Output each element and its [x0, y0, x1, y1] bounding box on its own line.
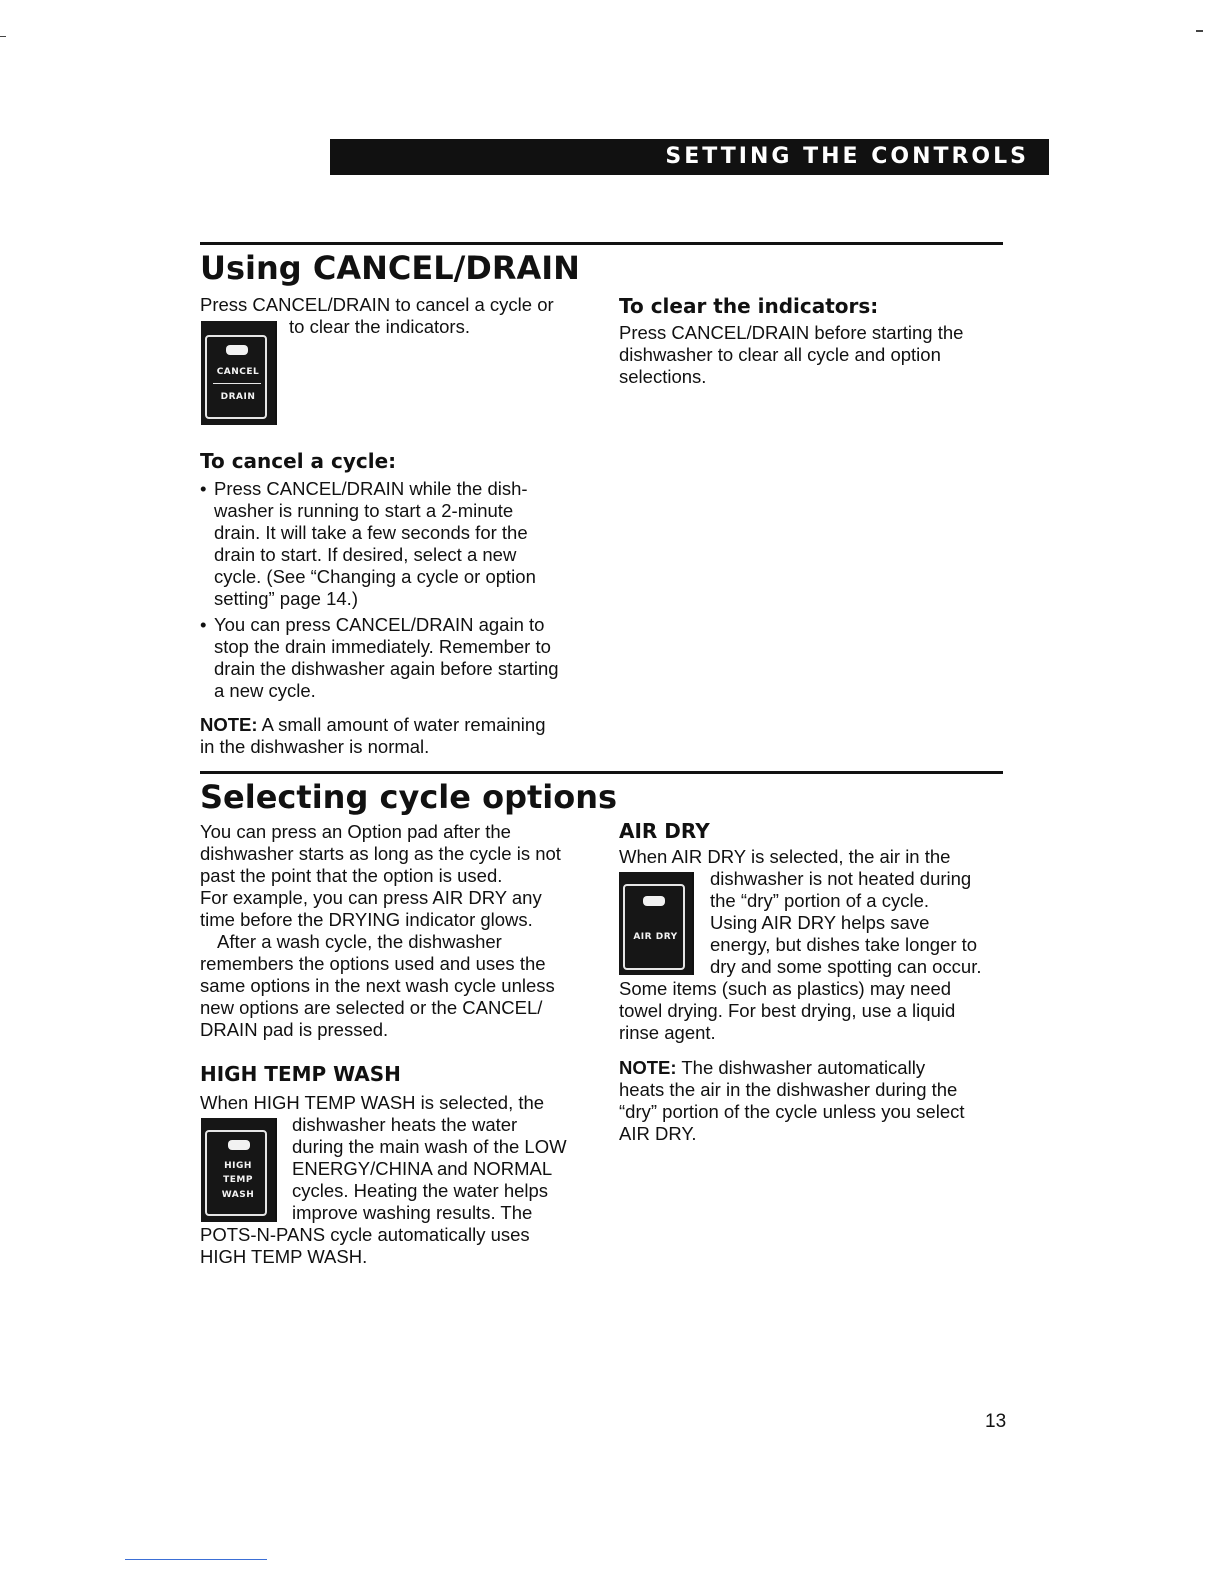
- pad-label: WASH: [221, 1190, 255, 1200]
- text-line: dry and some spotting can occur.: [710, 956, 982, 977]
- list-item: [200, 478, 559, 610]
- text-line: a new cycle.: [214, 680, 316, 701]
- cancel-cycle-heading: To cancel a cycle:: [200, 449, 397, 473]
- cancel-drain-pad-illustration: [201, 321, 277, 425]
- text-line: POTS-N-PANS cycle automatically uses: [200, 1224, 530, 1245]
- section-title: SETTING THE CONTROLS: [665, 144, 1029, 169]
- section-banner: [330, 139, 1049, 175]
- text-line: energy, but dishes take longer to: [710, 934, 978, 955]
- clear-indicators-heading: To clear the indicators:: [619, 294, 879, 318]
- text-line: DRAIN pad is pressed.: [200, 1019, 389, 1040]
- indicator-light-icon: [226, 345, 248, 355]
- pad-divider: [213, 383, 261, 384]
- footer-rule: [125, 1559, 267, 1560]
- text-line: improve washing results. The: [292, 1202, 533, 1223]
- text-line: AIR DRY.: [619, 1123, 697, 1144]
- page-number: 13: [985, 1411, 1007, 1432]
- note-line: [200, 714, 545, 736]
- clear-indicators-text: [619, 322, 963, 388]
- note-label: NOTE:: [619, 1057, 677, 1078]
- scan-mark: [1196, 30, 1203, 32]
- text-line: to clear the indicators.: [289, 316, 470, 337]
- text-line: setting” page 14.): [214, 588, 358, 609]
- text-line: For example, you can press AIR DRY any: [200, 887, 542, 908]
- cancel-cycle-list: [200, 478, 559, 702]
- pad-label: DRAIN: [220, 392, 256, 402]
- cycle-options-intro: [200, 821, 561, 1041]
- pad-label: HIGH: [224, 1161, 252, 1171]
- text-line: selections.: [619, 366, 707, 387]
- cycle-options-title: Selecting cycle options: [200, 778, 618, 816]
- text-line: You can press an Option pad after the: [200, 821, 511, 842]
- note-line: [619, 1057, 965, 1079]
- text-line: drain the dishwasher again before starting: [214, 658, 559, 679]
- section-divider: [200, 771, 1003, 774]
- cancel-drain-note: [200, 714, 545, 758]
- text-line: dishwasher heats the water: [292, 1114, 518, 1135]
- text-line: Press CANCEL/DRAIN before starting the: [619, 322, 964, 343]
- text-line: Some items (such as plastics) may need: [619, 978, 952, 999]
- text-line: new options are selected or the CANCEL/: [200, 997, 543, 1018]
- high-temp-wash-heading: HIGH TEMP WASH: [200, 1062, 401, 1086]
- text-line: drain. It will take a few seconds for the: [214, 522, 528, 543]
- text-line: dishwasher starts as long as the cycle is not: [200, 843, 561, 864]
- pad-label: CANCEL: [216, 367, 260, 377]
- text-line: in the dishwasher is normal.: [200, 736, 430, 757]
- text-line: cycle. (See “Changing a cycle or option: [214, 566, 536, 587]
- text-line: Using AIR DRY helps save: [710, 912, 930, 933]
- note-text: The dishwasher automatically: [676, 1057, 926, 1078]
- note-text: A small amount of water remaining: [257, 714, 546, 735]
- text-line: towel drying. For best drying, use a liquid: [619, 1000, 956, 1021]
- text-line: the “dry” portion of a cycle.: [710, 890, 930, 911]
- text-line: during the main wash of the LOW: [292, 1136, 567, 1157]
- text-line: • Press CANCEL/DRAIN while the dish-: [214, 478, 528, 499]
- text-line: time before the DRYING indicator glows.: [200, 909, 533, 930]
- text-line: • You can press CANCEL/DRAIN again to: [214, 614, 545, 635]
- text-line: same options in the next wash cycle unless: [200, 975, 555, 996]
- text-line: Press CANCEL/DRAIN to cancel a cycle or: [200, 294, 554, 315]
- text-line: HIGH TEMP WASH.: [200, 1246, 368, 1267]
- text-line: washer is running to start a 2-minute: [214, 500, 514, 521]
- pad-label: AIR DRY: [633, 932, 678, 942]
- text-line: past the point that the option is used.: [200, 865, 503, 886]
- cancel-drain-title: Using CANCEL/DRAIN: [200, 249, 580, 287]
- text-line: dishwasher is not heated during: [710, 868, 972, 889]
- air-dry-note: [619, 1057, 965, 1145]
- high-temp-wash-pad-illustration: [201, 1118, 277, 1222]
- text-line: After a wash cycle, the dishwasher: [217, 931, 502, 952]
- text-line: rinse agent.: [619, 1022, 716, 1043]
- pad-label: TEMP: [223, 1175, 253, 1185]
- text-line: “dry” portion of the cycle unless you select: [619, 1101, 965, 1122]
- indicator-light-icon: [228, 1140, 250, 1150]
- text-line: cycles. Heating the water helps: [292, 1180, 549, 1201]
- list-item: [200, 614, 559, 702]
- scan-mark: [0, 36, 6, 37]
- air-dry-pad-illustration: [619, 872, 694, 975]
- section-divider: [200, 242, 1003, 245]
- text-line: When HIGH TEMP WASH is selected, the: [200, 1092, 545, 1113]
- note-label: NOTE:: [200, 714, 258, 735]
- text-line: stop the drain immediately. Remember to: [214, 636, 551, 657]
- air-dry-heading: AIR DRY: [619, 819, 710, 843]
- text-line: When AIR DRY is selected, the air in the: [619, 846, 951, 867]
- text-line: ENERGY/CHINA and NORMAL: [292, 1158, 553, 1179]
- text-line: remembers the options used and uses the: [200, 953, 546, 974]
- indicator-light-icon: [643, 896, 665, 906]
- text-line: heats the air in the dishwasher during the: [619, 1079, 958, 1100]
- text-line: drain to start. If desired, select a new: [214, 544, 517, 565]
- text-line: dishwasher to clear all cycle and option: [619, 344, 941, 365]
